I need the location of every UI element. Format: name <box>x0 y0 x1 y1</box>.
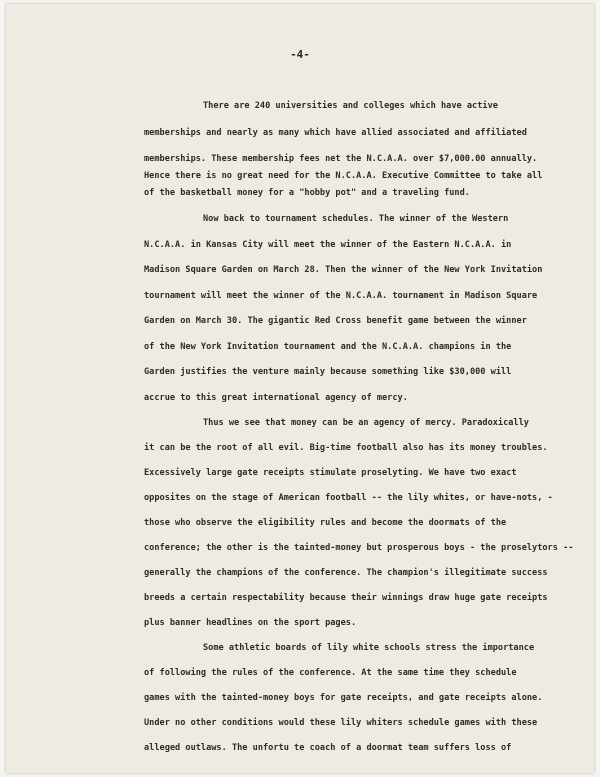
text-line: generally the champions of the conference. The champion's illegitimate success <box>144 568 548 578</box>
text-line: tournament will meet the winner of the N.C.A.A. tournament in Madison Square <box>144 291 538 301</box>
text-line: There are 240 universities and colleges which have active <box>203 101 498 111</box>
text-line: plus banner headlines on the sport pages. <box>144 618 357 628</box>
text-line: Excessively large gate receipts stimulate proselyting. We have two exact <box>144 468 517 478</box>
text-line: memberships and nearly as many which have allied associated and affiliated <box>144 128 527 138</box>
text-line: conference; the other is the tainted-money but prosperous boys - the proselytors -- <box>144 543 574 553</box>
text-line: it can be the root of all evil. Big-time football also has its money troubles. <box>144 443 548 453</box>
text-line: of the basketball money for a "hobby pot" and a traveling fund. <box>144 188 470 198</box>
text-line: Some athletic boards of lily white schools stress the importance <box>203 643 535 653</box>
text-line: alleged outlaws. The unfortu te coach of a doormat team suffers loss of <box>144 743 512 753</box>
text-line: Garden justifies the venture mainly because something like $30,000 will <box>144 367 512 377</box>
text-line: breeds a certain respectability because their winnings draw huge gate receipts <box>144 593 548 603</box>
typed-page <box>6 4 594 773</box>
text-line: Hence there is no great need for the N.C.A.A. Executive Committee to take all <box>144 171 543 181</box>
text-line: Garden on March 30. The gigantic Red Cross benefit game between the winner <box>144 316 527 326</box>
text-line: of the New York Invitation tournament and the N.C.A.A. champions in the <box>144 342 512 352</box>
text-line: N.C.A.A. in Kansas City will meet the winner of the Eastern N.C.A.A. in <box>144 240 512 250</box>
text-line: Now back to tournament schedules. The winner of the Western <box>203 214 509 224</box>
text-line: memberships. These membership fees net the N.C.A.A. over $7,000.00 annually. <box>144 154 538 164</box>
text-line: accrue to this great international agency of mercy. <box>144 393 408 403</box>
text-line: games with the tainted-money boys for gate receipts, and gate receipts alone. <box>144 693 543 703</box>
page-number: -4- <box>290 48 310 61</box>
text-line: of following the rules of the conference. At the same time they schedule <box>144 668 517 678</box>
text-line: Under no other conditions would these lily whiters schedule games with these <box>144 718 538 728</box>
text-line: Thus we see that money can be an agency of mercy. Paradoxically <box>203 418 529 428</box>
text-line: Madison Square Garden on March 28. Then the winner of the New York Invitation <box>144 265 543 275</box>
text-line: opposites on the stage of American football -- the lily whites, or have-nots, - <box>144 493 553 503</box>
text-line: those who observe the eligibility rules and become the doormats of the <box>144 518 507 528</box>
